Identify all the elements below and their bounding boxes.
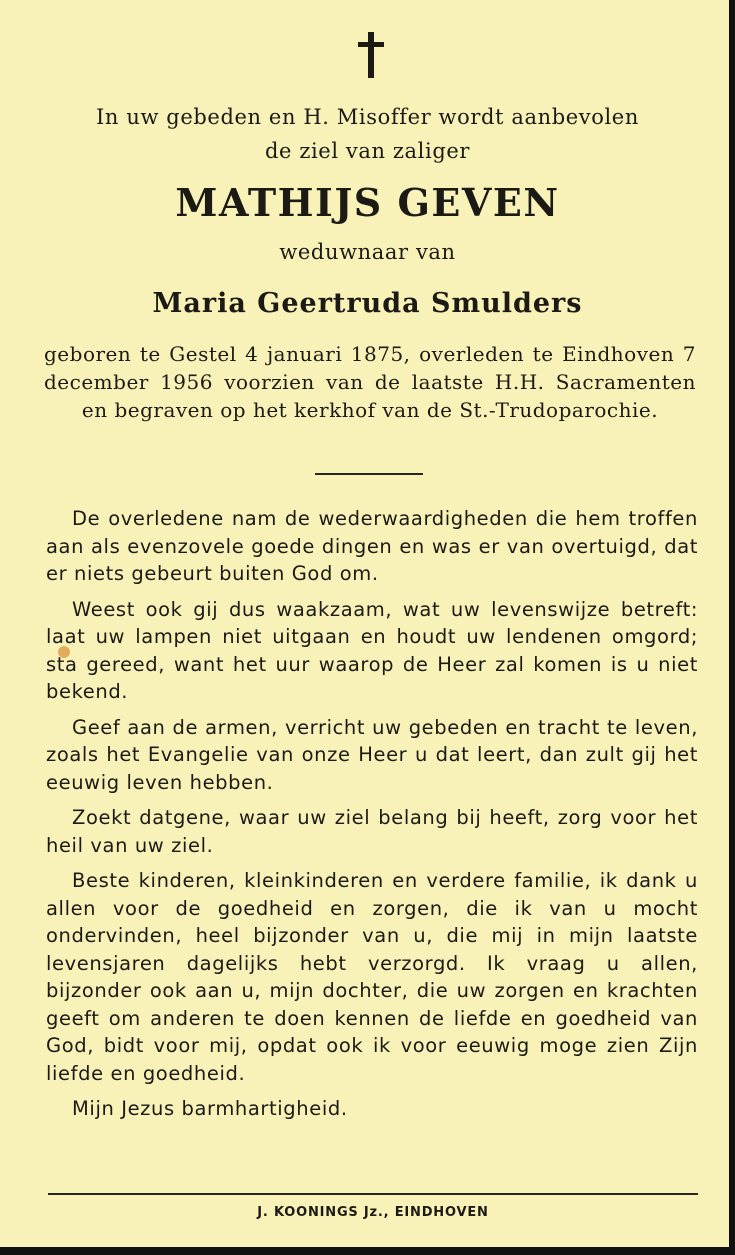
spouse-name: Maria Geertruda Smulders [152,288,583,319]
paragraph: Zoekt datgene, waar uw ziel belang bij heeft, zorg voor het heil van uw ziel. [46,806,698,857]
biography: geboren te Gestel 4 januari 1875, overleden te Eindhoven 7 december 1956 voorzien van de laatste H.H. Sacramenten en begraven op het kerkhof van de St.-Trudoparochie. [44,342,696,422]
paragraph: Mijn Jezus barmhartigheid. [72,1097,348,1120]
widower-of: weduwnaar van [279,240,456,264]
paragraph: Beste kinderen, kleinkinderen en verdere familie, ik dank u allen voor de goedheid en zorgen, die ik van u mocht ondervinden, heel bijzonder van u, die mij in mijn laatste levensjaren dagelijks hebt verzorgd. Ik vraag u allen, bijzonder ook aan u, mijn dochter, die uw zorgen en krachten geeft om anderen te doen kennen de liefde en goedheid van God, bidt voor mij, opdat ook ik voor eeuwig moge zien Zijn liefde en goedheid. [46,869,698,1085]
paragraph: Geef aan de armen, verricht uw gebeden en tracht te leven, zoals het Evangelie van onze Heer u dat leert, dan zult gij het eeuwig leven hebben. [46,715,698,794]
intro-line-2: de ziel van zaliger [264,139,471,163]
divider [315,473,423,475]
printer-credit: J. KOONINGS Jz., EINDHOVEN [257,1205,489,1220]
paragraph: De overledene nam de wederwaardigheden die hem troffen aan als evenzovele goede dingen en was er van overtuigd, dat er niets gebeurt buiten God om. [46,507,698,585]
paragraph: Weest ook gij dus waakzaam, wat uw levenswijze betreft: laat uw lampen niet uitgaan en houdt uw lendenen omgord; sta gereed, want het uur waarop de Heer zal komen is u niet bekend. [46,597,698,703]
intro-line-1: In uw gebeden en H. Misoffer wordt aanbevolen [96,105,639,129]
deceased-name: MATHIJS GEVEN [175,180,560,225]
cross-icon [356,30,386,80]
prayer-text [46,505,698,1131]
footer-divider [48,1193,698,1195]
intro-text [40,100,695,168]
